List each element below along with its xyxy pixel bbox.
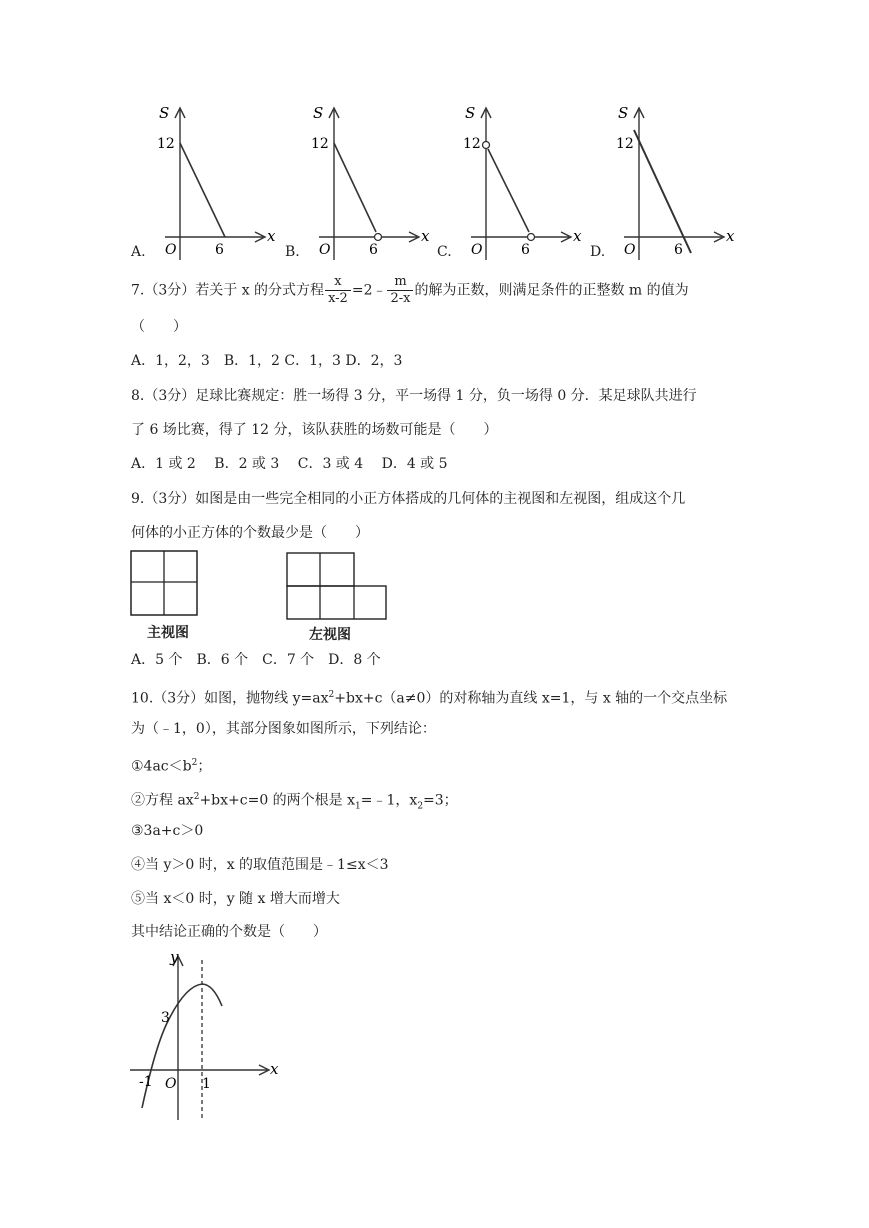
q6-option-a-letter: A. bbox=[131, 244, 146, 260]
svg-text:x: x bbox=[726, 227, 735, 245]
svg-text:x: x bbox=[421, 227, 430, 245]
svg-text:x: x bbox=[267, 227, 276, 245]
svg-text:O: O bbox=[471, 242, 483, 258]
q8-line-1: 8.（3分）足球比赛规定：胜一场得 3 分，平一场得 1 分，负一场得 0 分．某足球队共进行 bbox=[131, 388, 697, 404]
svg-text:O: O bbox=[165, 1076, 177, 1092]
q10-conclusion-3: ③3a+c＞0 bbox=[131, 823, 204, 839]
svg-text:12: 12 bbox=[463, 136, 481, 152]
svg-text:6: 6 bbox=[674, 242, 683, 258]
q9-options: A．5 个 B．6 个 C．7 个 D．8 个 bbox=[131, 652, 381, 668]
q7-stem: 7.（3分）若关于 x 的分式方程 $\frac{x}{x-2}$ =2﹣ $\frac{m}{2-x}$ 的解为正数，则满足条件的正整数 m 的值为 bbox=[131, 274, 689, 306]
q10-line-1: 10.（3分）如图，抛物线 $y=ax^2+bx+c(a\ne 0)$的对称轴为直线 x=1，与 x 轴的一个交点坐标 bbox=[131, 690, 728, 707]
q10-conclusion-1: $①4ac<b^2$； bbox=[131, 758, 212, 775]
q7-paren: （ ） bbox=[131, 319, 187, 335]
svg-text:12: 12 bbox=[311, 136, 329, 152]
svg-text:O: O bbox=[165, 242, 177, 258]
svg-text:y: y bbox=[170, 948, 179, 966]
q9-left-view-label: 左视图 bbox=[309, 627, 351, 643]
svg-text:S: S bbox=[313, 104, 324, 122]
graph-c-svg bbox=[441, 98, 591, 268]
q9-line-2: 何体的小正方体的个数最少是（ ） bbox=[131, 525, 369, 541]
q6-graph-c bbox=[441, 98, 591, 268]
q7-fraction-2: $\frac{m}{2-x}$ bbox=[387, 274, 413, 307]
q6-graph-d bbox=[594, 98, 744, 268]
svg-text:x: x bbox=[573, 227, 582, 245]
q9-left-view bbox=[286, 552, 391, 624]
graph-d-svg bbox=[594, 98, 744, 268]
q10-conclusion-2: ②方程 $ax^2+bx+c=0$ 的两个根是 $x_1=﹣1$，$x_2=3$； bbox=[131, 792, 458, 812]
q7-options: A．1，2，3 B．1，2 C．1，3 D．2，3 bbox=[131, 353, 403, 369]
q6-graph-b bbox=[289, 98, 439, 268]
q6-option-b-letter: B. bbox=[285, 244, 300, 260]
svg-text:x: x bbox=[270, 1060, 279, 1078]
svg-text:6: 6 bbox=[215, 242, 224, 258]
q7-fraction-1: $\frac{x}{x-2}$ bbox=[325, 274, 351, 307]
axis-s-label: S bbox=[159, 104, 170, 122]
q9-line-1: 9.（3分）如图是由一些完全相同的小正方体搭成的几何体的主视图和左视图，组成这个几 bbox=[131, 491, 686, 507]
svg-text:12: 12 bbox=[157, 136, 175, 152]
q6-option-c-letter: C. bbox=[437, 244, 452, 260]
svg-text:O: O bbox=[624, 242, 636, 258]
svg-text:1: 1 bbox=[202, 1076, 211, 1092]
q10-parabola-graph bbox=[125, 948, 285, 1128]
q10-question: 其中结论正确的个数是（ ） bbox=[131, 924, 327, 940]
svg-text:S: S bbox=[465, 104, 476, 122]
q10-conclusion-5: ⑤当 x＜0 时，y 随 x 增大而增大 bbox=[131, 891, 340, 907]
q9-front-view-label: 主视图 bbox=[147, 625, 189, 641]
q6-option-d-letter: D. bbox=[590, 244, 606, 260]
q10-conclusion-4: ④当 y＞0 时，x 的取值范围是﹣1≤x＜3 bbox=[131, 857, 389, 873]
graph-a-svg bbox=[135, 98, 285, 268]
svg-text:O: O bbox=[319, 242, 331, 258]
svg-text:-1: -1 bbox=[139, 1074, 153, 1090]
q8-options: A．1 或 2 B．2 或 3 C．3 或 4 D．4 或 5 bbox=[131, 456, 448, 472]
q9-front-view bbox=[130, 550, 205, 620]
svg-text:6: 6 bbox=[521, 242, 530, 258]
q8-line-2: 了 6 场比赛，得了 12 分，该队获胜的场数可能是（ ） bbox=[131, 422, 498, 438]
q6-graph-a bbox=[135, 98, 285, 268]
svg-text:3: 3 bbox=[161, 1010, 170, 1026]
svg-text:S: S bbox=[618, 104, 629, 122]
svg-text:6: 6 bbox=[369, 242, 378, 258]
q10-line-2: 为（﹣1，0），其部分图象如图所示，下列结论： bbox=[131, 721, 436, 737]
svg-text:12: 12 bbox=[616, 136, 634, 152]
graph-b-svg bbox=[289, 98, 439, 268]
